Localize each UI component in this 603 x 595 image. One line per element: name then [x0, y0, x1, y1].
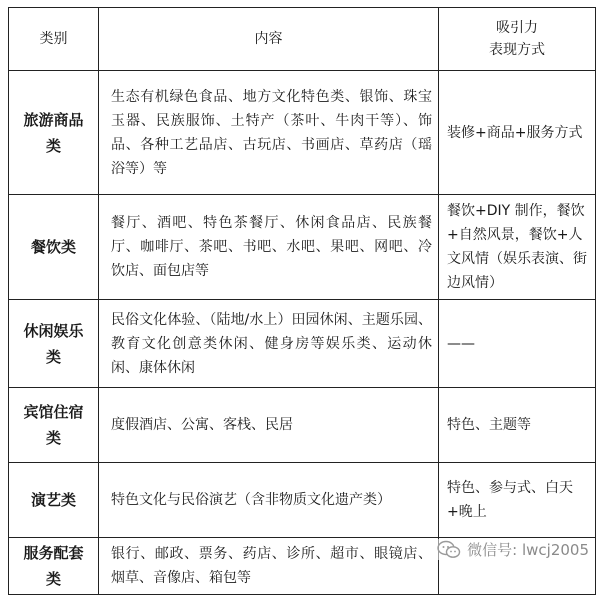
- table-row: [9, 71, 596, 195]
- row-content: 度假酒店、公寓、客栈、民居: [99, 388, 439, 463]
- row-content: 生态有机绿色食品、地方文化特色类、银饰、珠宝玉器、民族服饰、土特产（茶叶、牛肉干等）、饰品、各种工艺品店、古玩店、书画店、草药店（瑶浴等）等: [99, 71, 439, 195]
- row-content: 餐厅、酒吧、特色茶餐厅、休闲食品店、民族餐厅、咖啡厅、茶吧、书吧、水吧、果吧、网吧、冷饮店、面包店等: [99, 195, 439, 300]
- header-category: 类别: [9, 8, 99, 71]
- row-content: 民俗文化体验、（陆地/水上）田园休闲、主题乐园、教育文化创意类休闲、健身房等娱乐类、运动休闲、康体休闲: [99, 300, 439, 388]
- row-content: 银行、邮政、票务、药店、诊所、超市、眼镜店、烟草、音像店、箱包等: [99, 538, 439, 595]
- header-attraction-line2: 表现方式: [489, 42, 545, 58]
- header-attraction: [439, 8, 596, 71]
- table-row: [9, 463, 596, 538]
- table-row: [9, 300, 596, 388]
- row-category: 休闲娱乐类: [9, 300, 99, 388]
- wechat-icon: [437, 540, 461, 560]
- row-category: 服务配套类: [9, 538, 99, 595]
- row-category: 旅游商品类: [9, 71, 99, 195]
- table-header-row: [9, 8, 596, 71]
- table-row: [9, 195, 596, 300]
- row-category: 演艺类: [9, 463, 99, 538]
- row-attraction: 特色、参与式、白天+晚上: [439, 463, 596, 538]
- watermark-text: 微信号: lwcj2005: [467, 541, 589, 559]
- watermark: [435, 539, 591, 560]
- row-attraction: 餐饮+DIY 制作，餐饮+自然风景，餐饮+人文风情（娱乐表演、街边风情）: [439, 195, 596, 300]
- row-attraction: 装修+商品+服务方式: [439, 71, 596, 195]
- header-content: 内容: [99, 8, 439, 71]
- header-attraction-line1: 吸引力: [496, 20, 538, 36]
- row-category: 宾馆住宿类: [9, 388, 99, 463]
- table-row: [9, 388, 596, 463]
- row-attraction: ——: [439, 300, 596, 388]
- row-category: 餐饮类: [9, 195, 99, 300]
- row-content: 特色文化与民俗演艺（含非物质文化遗产类）: [99, 463, 439, 538]
- category-table: [8, 7, 596, 595]
- row-attraction: 特色、主题等: [439, 388, 596, 463]
